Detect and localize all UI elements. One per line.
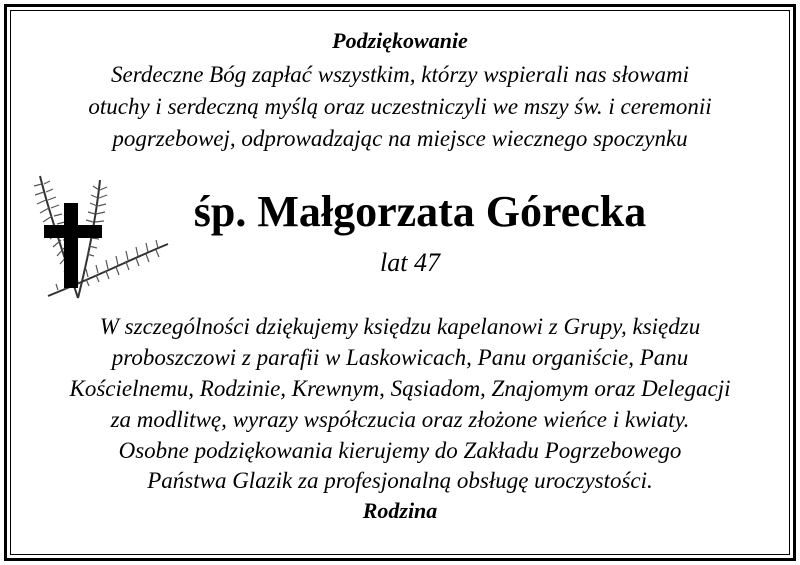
intro-line: otuchy i serdeczną myślą oraz uczestniczyli we mszy św. i ceremonii <box>88 94 712 119</box>
body-line: za modlitwę, wyrazy współczucia oraz złożone wieńce i kwiaty. <box>110 407 690 432</box>
body-line: Osobne podziękowania kierujemy do Zakładu Pogrzebowego <box>118 438 682 463</box>
body-line: W szczególności dziękujemy księdzu kapelanowi z Grupy, księdzu <box>99 314 701 339</box>
heading: Podziękowanie <box>332 28 468 53</box>
signature: Rodzina <box>362 498 438 523</box>
body-line: Kościelnemu, Rodzinie, Krewnym, Sąsiadom, Znajomym oraz Delegacji <box>69 376 731 401</box>
age: lat 47 <box>380 248 440 277</box>
body-line: proboszczowi z parafii w Laskowicach, Panu organiście, Panu <box>111 345 689 370</box>
intro-line: Serdeczne Bóg zapłać wszystkim, którzy wspierali nas słowami <box>111 62 689 87</box>
deceased-name: śp. Małgorzata Górecka <box>193 187 647 236</box>
body-line: Państwa Glazik za profesjonalną obsługę uroczystości. <box>147 468 653 493</box>
intro-line: pogrzebowej, odprowadzając na miejsce wiecznego spoczynku <box>112 126 688 151</box>
